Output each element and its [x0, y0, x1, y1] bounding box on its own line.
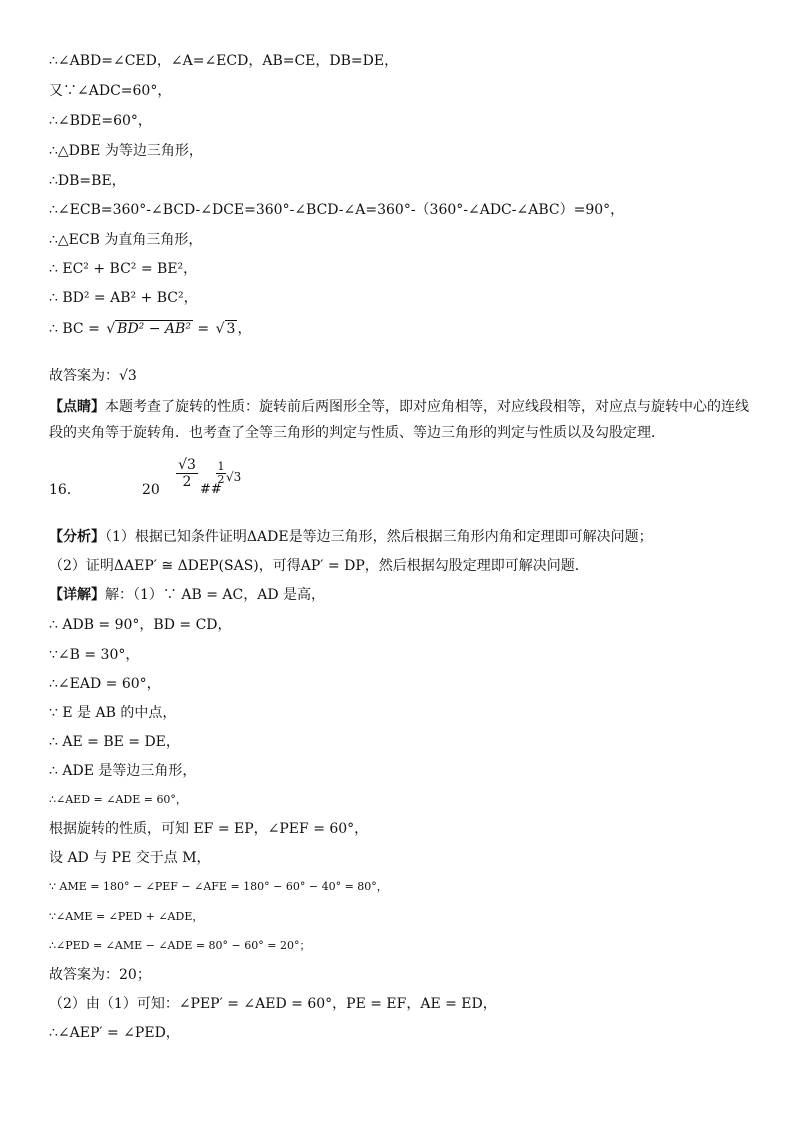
text-line-8: [49, 260, 197, 278]
fenxi-line-1: [49, 528, 653, 546]
step-9: [49, 849, 211, 867]
step-8: [49, 820, 368, 838]
text-line-4: [49, 142, 203, 160]
step-text: ∴∠EAD = 60°，: [49, 676, 161, 692]
step-text: ∴ ADB = 90°，BD = CD，: [49, 617, 232, 633]
radicand: 3: [226, 321, 236, 337]
line-text: ∴△DBE 为等边三角形，: [49, 143, 203, 159]
answer-3-fraction: [216, 461, 226, 486]
question-number: 16．: [49, 482, 81, 498]
equation-prefix: ∴ BC =: [49, 321, 105, 337]
paragraph-text: （1）根据已知条件证明ΔADE是等边三角形，然后根据三角形内角和定理即可解决问题；: [105, 529, 653, 545]
text-line-10: [49, 320, 251, 338]
step-4: [49, 704, 176, 722]
paragraph-text: 本题考查了旋转的性质：旋转前后两图形全等，即对应角相等，对应线段相等，对应点与旋转中心的连线段的夹角等于旋转角．也考查了全等三角形的判定与性质、等边三角形的判定与性质以及勾股定理．: [49, 399, 749, 441]
step-text: ∵∠B = 30°，: [49, 647, 140, 663]
sqrt-expression: √ 3: [215, 321, 236, 337]
text-line-9: [49, 289, 198, 307]
step-text: ∴ AE = BE = DE，: [49, 734, 180, 750]
step-3: [49, 675, 161, 693]
xiangjie-line: [49, 586, 325, 604]
radicand: BD² − AB²: [117, 321, 191, 337]
answer-2-fraction: [176, 457, 198, 490]
text-line-7: [49, 231, 202, 249]
answer-3-tail: [226, 468, 241, 486]
text-line-11: [49, 367, 137, 385]
section-label: 【详解】: [49, 587, 105, 603]
step-text: ∴∠AED = ∠ADE = 60°，: [49, 793, 187, 806]
line-text: ∴∠ABD=∠CED，∠A=∠ECD，AB=CE，DB=DE，: [49, 53, 399, 69]
step-text: ∵ AME = 180° − ∠PEF − ∠AFE = 180° − 60° − 40° = 80°，: [49, 880, 388, 893]
line-text: 又∵∠ADC=60°，: [49, 83, 172, 99]
step-7: [49, 791, 187, 809]
text-line-1: [49, 52, 398, 70]
step-text: ∴ ADE 是等边三角形，: [49, 763, 197, 779]
step-5: [49, 733, 180, 751]
punctuation: ，: [237, 321, 252, 337]
line-text: ∴DB=BE，: [49, 173, 126, 189]
fenxi-line-2: [49, 557, 589, 575]
section-label: 【点睛】: [49, 399, 105, 415]
text-line-2: [49, 82, 171, 100]
step-15: [49, 1024, 180, 1042]
section-label: 【分析】: [49, 529, 105, 545]
step-14: [49, 995, 497, 1013]
equals-sign: =: [192, 321, 214, 337]
line-text: ∴∠ECB=360°-∠BCD-∠DCE=360°-∠BCD-∠A=360°-（360°-∠ADC-∠ABC）=90°，: [49, 202, 625, 218]
sqrt-value: √3: [226, 470, 242, 484]
fraction-denominator: 2: [217, 473, 225, 486]
step-text: （2）由（1）可知：∠PEP′ = ∠AED = 60°，PE = EF，AE = ED，: [49, 996, 497, 1012]
question-16-answer-1: [142, 481, 160, 499]
fraction-denominator: 2: [182, 474, 192, 490]
answer-value: 20: [142, 482, 160, 498]
question-16-number: [49, 481, 81, 499]
paragraph-text: （2）证明ΔAEP′ ≅ ΔDEP(SAS)，可得AP′ = DP，然后根据勾股定理即可解决问题．: [49, 558, 589, 574]
step-11: [49, 908, 203, 926]
step-text: ∵∠AME = ∠PED + ∠ADE，: [49, 910, 204, 923]
equation: ∴ BD² = AB² + BC²，: [49, 290, 198, 306]
step-10: [49, 878, 388, 896]
fraction-numerator: √3: [178, 457, 196, 473]
step-text: ∴∠PED = ∠AME − ∠ADE = 80° − 60° = 20°；: [49, 939, 311, 952]
text-line-6: [49, 201, 624, 219]
step-text: 故答案为：20；: [49, 967, 151, 983]
step-6: [49, 762, 196, 780]
step-text: ∵ E 是 AB 的中点，: [49, 705, 177, 721]
step-13: [49, 966, 151, 984]
line-text: ∴△ECB 为直角三角形，: [49, 232, 203, 248]
step-12: [49, 937, 310, 955]
step-2: [49, 646, 139, 664]
equation: ∴ EC² + BC² = BE²，: [49, 261, 198, 277]
dianjing-paragraph: [49, 394, 749, 446]
step-text: ∴∠AEP′ = ∠PED，: [49, 1025, 180, 1041]
separator-text: ##: [200, 482, 222, 497]
paragraph-text: 解：（1）∵ AB = AC，AD 是高，: [105, 587, 325, 603]
step-text: 根据旋转的性质，可知 EF = EP，∠PEF = 60°，: [49, 821, 369, 837]
sqrt-expression: √ BD² − AB²: [106, 321, 191, 337]
answer-line: 故答案为：√3: [49, 368, 137, 384]
text-line-3: [49, 112, 152, 130]
text-line-5: [49, 172, 126, 190]
line-text: ∴∠BDE=60°，: [49, 113, 152, 129]
step-text: 设 AD 与 PE 交于点 M，: [49, 850, 211, 866]
fraction-numerator: 1: [217, 460, 225, 473]
step-1: [49, 616, 232, 634]
